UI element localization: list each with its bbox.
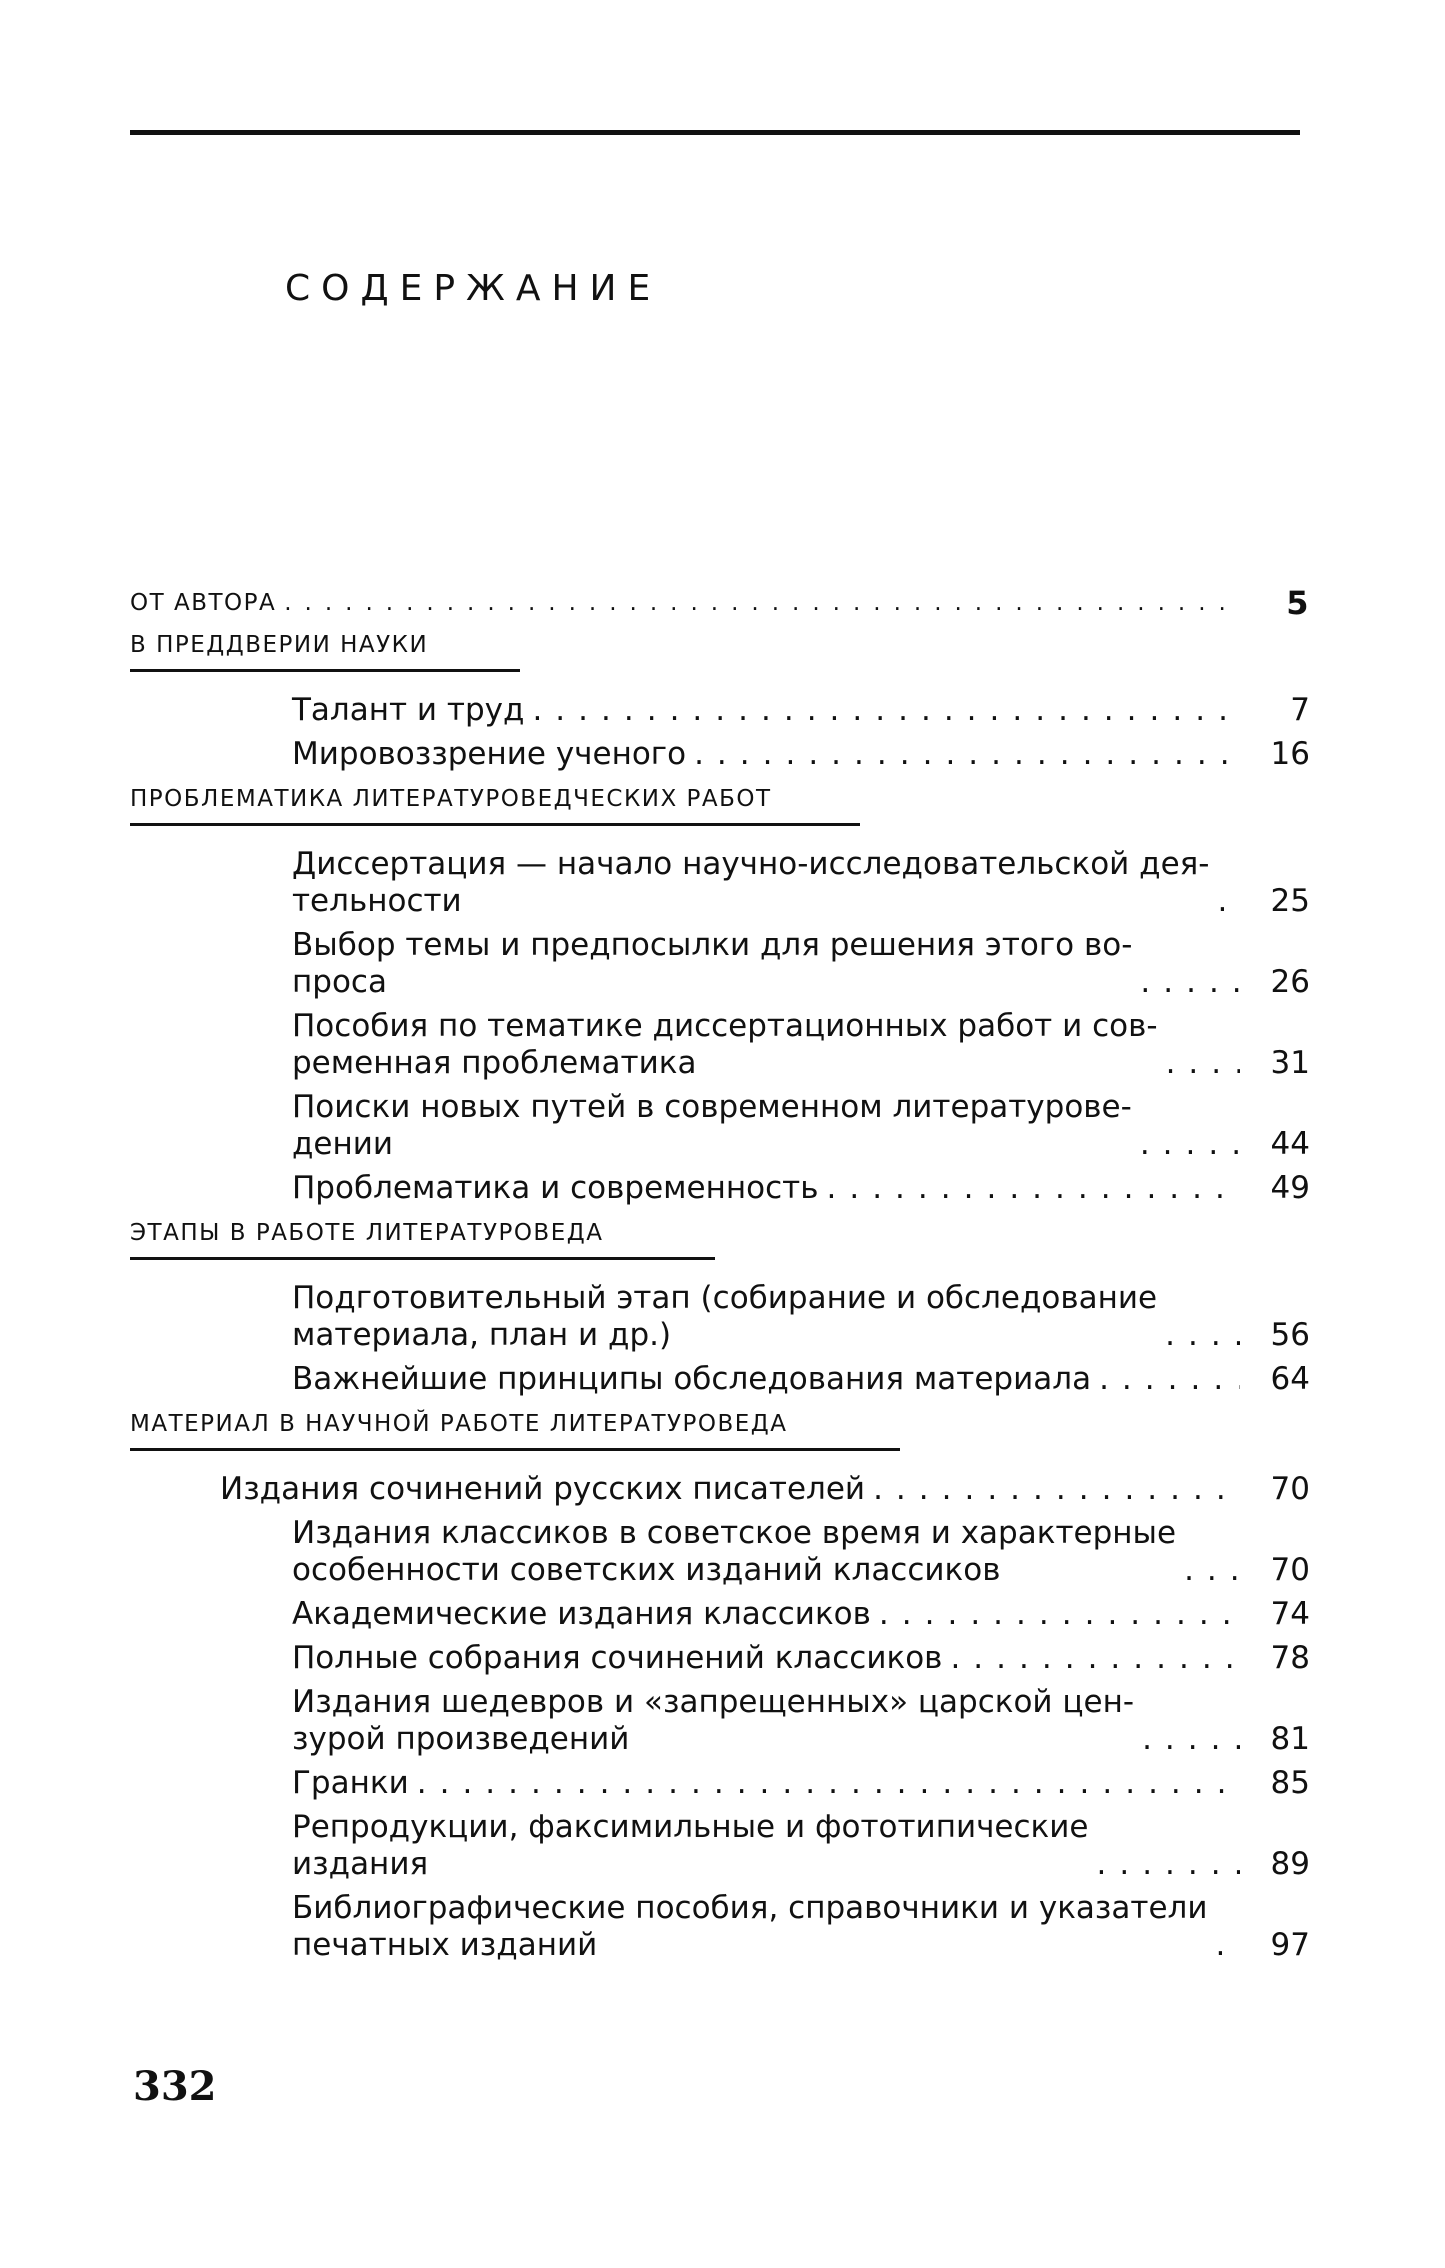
toc-entry-text: Мировоззрение ученого bbox=[292, 736, 687, 772]
toc-entry-text: Библиографические пособия, справочники и указатели печатных изданий bbox=[292, 1890, 1208, 1963]
toc-page-number: 25 bbox=[1270, 883, 1310, 919]
toc-page-number: 7 bbox=[1290, 692, 1310, 728]
dot-leader bbox=[1184, 1552, 1240, 1589]
dot-leader bbox=[1140, 1126, 1240, 1163]
toc-entry bbox=[130, 846, 1310, 920]
toc-page-number: 97 bbox=[1270, 1927, 1310, 1963]
toc-entry bbox=[130, 1890, 1310, 1964]
toc-entry-text: Проблематика и современность bbox=[292, 1170, 819, 1206]
toc-entry-text: Поиски новых путей в современном литературове- дении bbox=[292, 1089, 1132, 1162]
toc-page-number: 78 bbox=[1270, 1640, 1310, 1676]
toc-page-number: 16 bbox=[1270, 736, 1310, 772]
dot-leader bbox=[950, 1640, 1240, 1677]
table-of-contents bbox=[130, 585, 1310, 1971]
page-number: 332 bbox=[133, 2063, 217, 2110]
toc-entry bbox=[130, 1008, 1310, 1082]
dot-leader bbox=[417, 1765, 1240, 1802]
toc-entry-text: Выбор темы и предпосылки для решения этого во- проса bbox=[292, 927, 1133, 1000]
section-rule bbox=[130, 1257, 715, 1260]
dot-leader bbox=[1165, 1317, 1240, 1354]
toc-entry-text: Издания шедевров и «запрещенных» царской цен- зурой произведений bbox=[292, 1684, 1135, 1757]
section-heading: ЭТАПЫ В РАБОТЕ ЛИТЕРАТУРОВЕДА bbox=[130, 1220, 604, 1246]
dot-leader bbox=[1218, 883, 1241, 920]
toc-entry-text: Диссертация — начало научно-исследовательской дея- тельности bbox=[292, 846, 1210, 919]
toc-page-number: 85 bbox=[1270, 1765, 1310, 1801]
section-rule bbox=[130, 669, 520, 672]
toc-entry bbox=[130, 1515, 1310, 1589]
toc-entry-text: Важнейшие принципы обследования материала bbox=[292, 1361, 1092, 1397]
dot-leader bbox=[1166, 1045, 1240, 1082]
toc-entry bbox=[130, 1640, 1310, 1677]
toc-entry bbox=[130, 927, 1310, 1001]
toc-page-number: 70 bbox=[1270, 1552, 1310, 1588]
toc-entry-intro bbox=[130, 585, 1310, 622]
toc-entry-text: Репродукции, факсимильные и фототипические издания bbox=[292, 1809, 1089, 1882]
toc-entry-text: Издания сочинений русских писателей bbox=[220, 1471, 866, 1507]
section-rule bbox=[130, 823, 860, 826]
dot-leader bbox=[1096, 1846, 1240, 1883]
toc-entry bbox=[130, 1596, 1310, 1633]
top-rule bbox=[130, 130, 1300, 135]
toc-entry-text: Академические издания классиков bbox=[292, 1596, 871, 1632]
dot-leader bbox=[879, 1596, 1240, 1633]
toc-entry-text: Полные собрания сочинений классиков bbox=[292, 1640, 943, 1676]
toc-page-number: 26 bbox=[1270, 964, 1310, 1000]
toc-entry bbox=[130, 1809, 1310, 1883]
toc-entry bbox=[130, 692, 1310, 729]
toc-entry-text: Гранки bbox=[292, 1765, 409, 1801]
toc-entry-text: Подготовительный этап (собирание и обследование материала, план и др.) bbox=[292, 1280, 1158, 1353]
toc-entry bbox=[130, 1089, 1310, 1163]
toc-page-number: 81 bbox=[1270, 1721, 1310, 1757]
toc-page-number: 5 bbox=[1286, 584, 1310, 622]
toc-entry bbox=[130, 1471, 1310, 1508]
toc-entry bbox=[130, 1765, 1310, 1802]
dot-leader bbox=[1099, 1361, 1240, 1398]
toc-page-number: 64 bbox=[1270, 1361, 1310, 1397]
section-heading: В ПРЕДДВЕРИИ НАУКИ bbox=[130, 632, 429, 658]
toc-page-number: 31 bbox=[1270, 1045, 1310, 1081]
toc-entry-text: ОТ АВТОРА bbox=[130, 590, 277, 616]
dot-leader bbox=[873, 1471, 1240, 1508]
page-title: СОДЕРЖАНИЕ bbox=[285, 268, 662, 309]
toc-entry-text: Издания классиков в советское время и характерные особенности советских изданий классиков bbox=[292, 1515, 1177, 1588]
dot-leader bbox=[694, 736, 1240, 773]
toc-entry-text: Пособия по тематике диссертационных работ и сов- ременная проблематика bbox=[292, 1008, 1158, 1081]
dot-leader bbox=[1215, 1927, 1240, 1964]
dot-leader bbox=[1142, 1721, 1240, 1758]
toc-entry bbox=[130, 736, 1310, 773]
toc-page-number: 49 bbox=[1270, 1170, 1310, 1206]
toc-page-number: 44 bbox=[1270, 1126, 1310, 1162]
toc-entry bbox=[130, 1684, 1310, 1758]
toc-page-number: 74 bbox=[1270, 1596, 1310, 1632]
section-rule bbox=[130, 1448, 900, 1451]
dot-leader bbox=[284, 585, 1240, 622]
toc-page-number: 89 bbox=[1270, 1846, 1310, 1882]
toc-entry bbox=[130, 1170, 1310, 1207]
toc-entry bbox=[130, 1280, 1310, 1354]
dot-leader bbox=[1140, 964, 1240, 1001]
toc-page-number: 56 bbox=[1270, 1317, 1310, 1353]
dot-leader bbox=[827, 1170, 1241, 1207]
toc-entry-text: Талант и труд bbox=[292, 692, 525, 728]
section-heading: МАТЕРИАЛ В НАУЧНОЙ РАБОТЕ ЛИТЕРАТУРОВЕДА bbox=[130, 1411, 788, 1437]
toc-entry bbox=[130, 1361, 1310, 1398]
dot-leader bbox=[532, 692, 1240, 729]
section-heading: ПРОБЛЕМАТИКА ЛИТЕРАТУРОВЕДЧЕСКИХ РАБОТ bbox=[130, 786, 772, 812]
toc-page-number: 70 bbox=[1270, 1471, 1310, 1507]
